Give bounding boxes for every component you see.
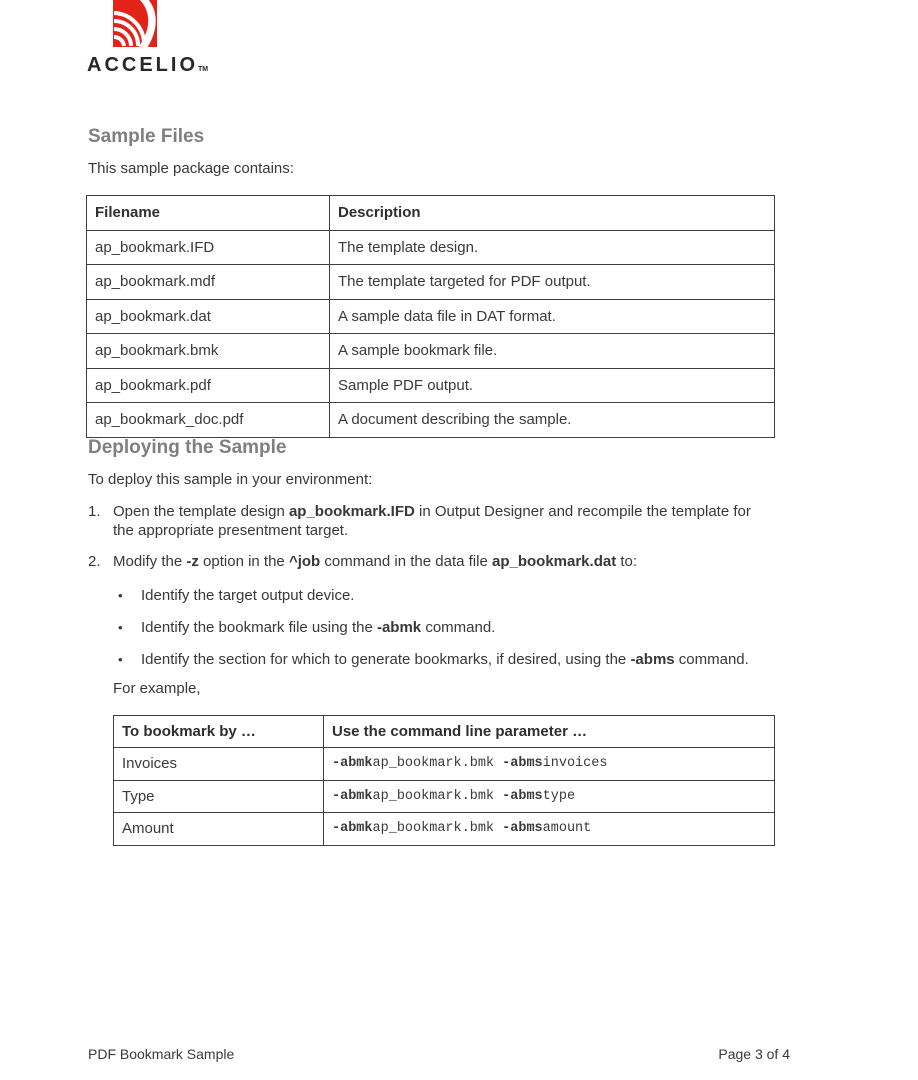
column-header-command-line: Use the command line parameter … (324, 715, 775, 748)
filename-cell: ap_bookmark.bmk (87, 334, 330, 369)
bookmark-by-cell: Type (114, 780, 324, 813)
filename-cell: ap_bookmark.dat (87, 299, 330, 334)
table-row (114, 813, 775, 846)
description-cell: The template design. (330, 230, 775, 265)
bullet-text: Identify the target output device. (141, 586, 355, 604)
table-row (87, 299, 775, 334)
section-heading-sample-files: Sample Files (88, 126, 205, 147)
bullet-icon: • (118, 587, 123, 603)
page-footer (88, 1046, 790, 1062)
accelio-logo (87, 0, 307, 77)
list-item (118, 586, 775, 605)
table-row (114, 748, 775, 781)
filename-cell: ap_bookmark.IFD (87, 230, 330, 265)
command-cell: -abmkap_bookmark.bmk -abmsamount (324, 813, 775, 846)
table-row (87, 265, 775, 300)
bullet-text: Identify the bookmark file using the -abmk command. (141, 618, 496, 636)
table-row (87, 334, 775, 369)
accelio-logo-icon (113, 0, 157, 47)
brand-wordmark (87, 54, 307, 77)
footer-document-title: PDF Bookmark Sample (88, 1046, 235, 1062)
table-row (114, 780, 775, 813)
filename-cell: ap_bookmark_doc.pdf (87, 403, 330, 438)
table-row (87, 368, 775, 403)
document-body (88, 127, 790, 846)
description-cell: Sample PDF output. (330, 368, 775, 403)
deploying-intro: To deploy this sample in your environment: (88, 470, 373, 488)
filename-cell: ap_bookmark.pdf (87, 368, 330, 403)
description-cell: A sample data file in DAT format. (330, 299, 775, 334)
description-cell: The template targeted for PDF output. (330, 265, 775, 300)
sample-files-table (86, 195, 775, 438)
bookmark-parameters-table (113, 715, 775, 846)
deploy-steps-list (88, 502, 775, 571)
step-text: Open the template design ap_bookmark.IFD in Output Designer and recompile the template for the appropriate presentment target. (113, 502, 751, 539)
list-item (118, 650, 775, 669)
for-example-label: For example, (113, 679, 201, 697)
list-item-step-1 (88, 502, 775, 540)
footer-page-number: Page 3 of 4 (718, 1046, 790, 1062)
bookmark-by-cell: Amount (114, 813, 324, 846)
step-number: 1. (88, 502, 101, 520)
description-cell: A sample bookmark file. (330, 334, 775, 369)
table-header-row (114, 715, 775, 748)
bullet-icon: • (118, 651, 123, 667)
brand-name: ACCELIO (87, 54, 198, 76)
list-item-step-2 (88, 552, 775, 571)
list-item (118, 618, 775, 637)
section-heading-deploying: Deploying the Sample (88, 436, 287, 458)
trademark-symbol: TM (198, 66, 209, 73)
bullet-icon: • (118, 619, 123, 635)
column-header-bookmark-by: To bookmark by … (114, 715, 324, 748)
table-header-row (87, 196, 775, 231)
column-header-description: Description (330, 196, 775, 231)
filename-cell: ap_bookmark.mdf (87, 265, 330, 300)
bookmark-by-cell: Invoices (114, 748, 324, 781)
table-row (87, 403, 775, 438)
column-header-filename: Filename (87, 196, 330, 231)
step-number: 2. (88, 552, 101, 570)
sample-files-intro: This sample package contains: (88, 160, 294, 177)
command-cell: -abmkap_bookmark.bmk -abmsinvoices (324, 748, 775, 781)
bullet-text: Identify the section for which to generate bookmarks, if desired, using the -abms command. (141, 650, 749, 668)
bullet-list (88, 586, 790, 669)
step-text: Modify the -z option in the ^job command in the data file ap_bookmark.dat to: (113, 552, 638, 570)
description-cell: A document describing the sample. (330, 403, 775, 438)
table-row (87, 230, 775, 265)
command-cell: -abmkap_bookmark.bmk -abmstype (324, 780, 775, 813)
